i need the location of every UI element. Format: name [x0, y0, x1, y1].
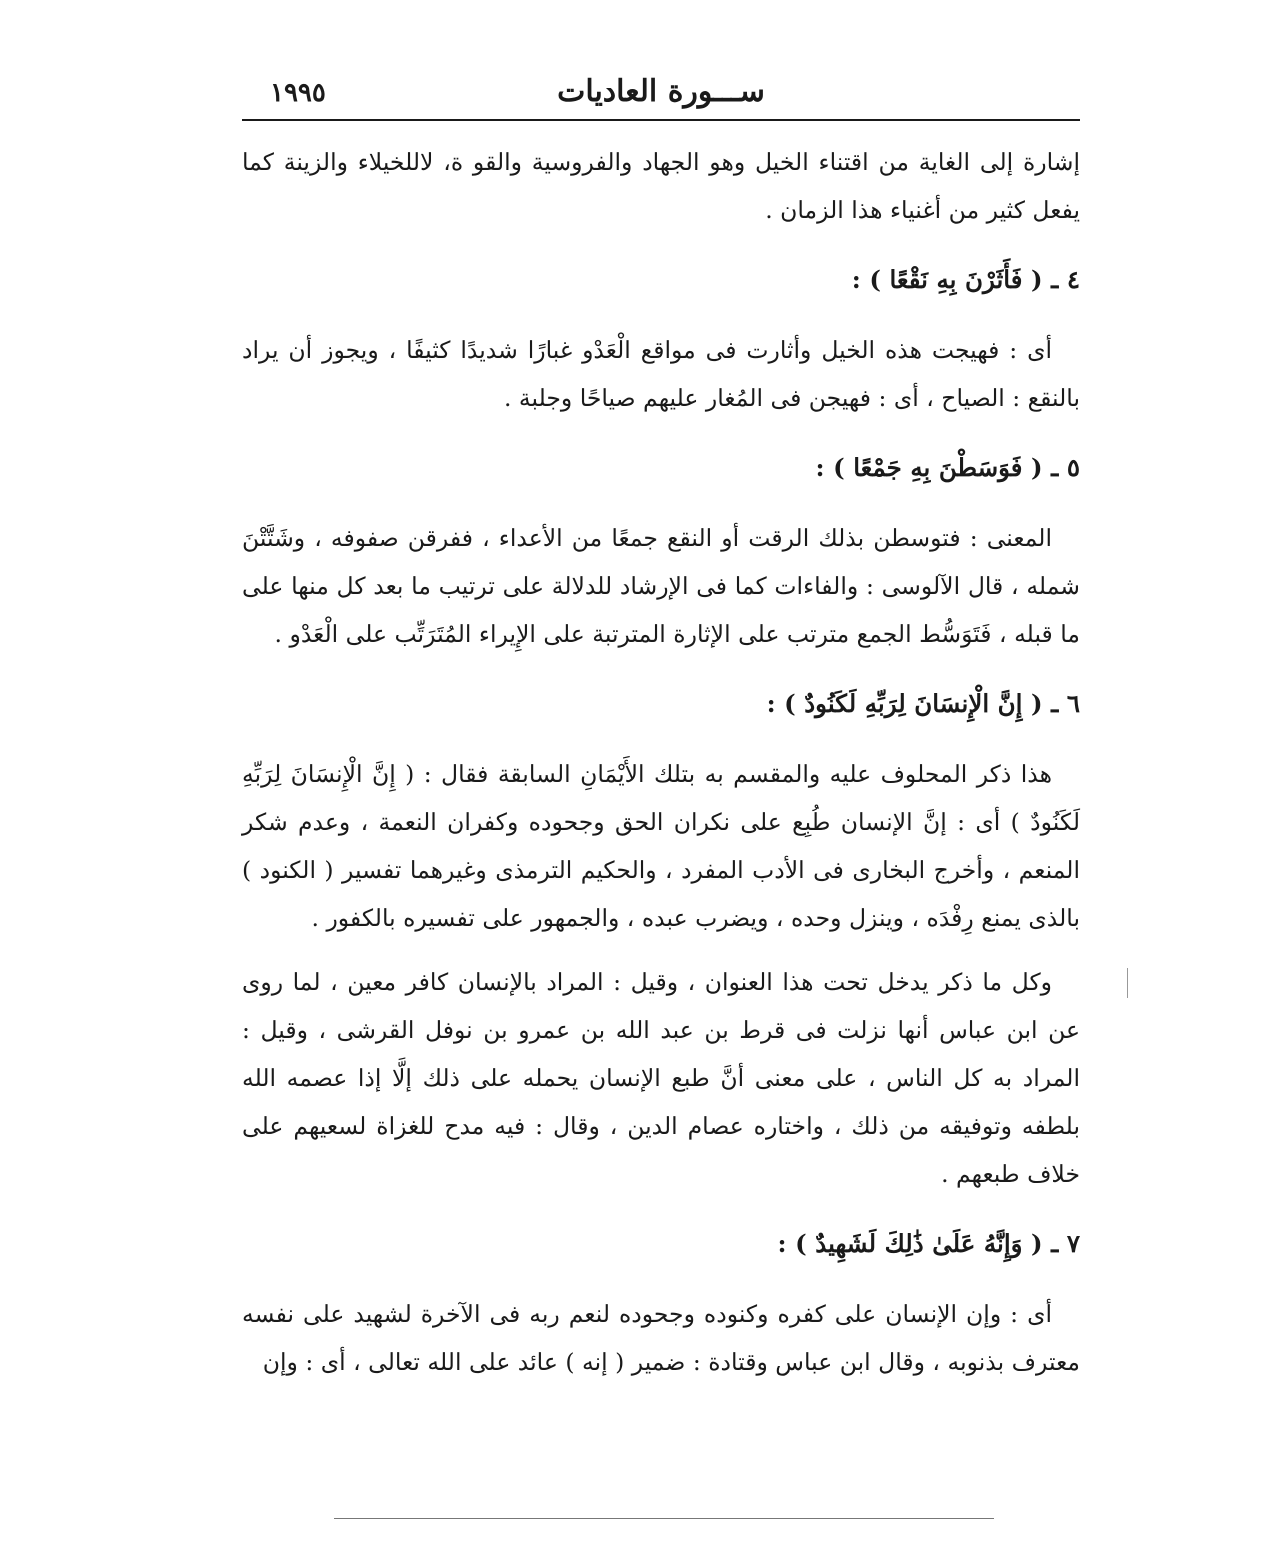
paragraph-verse-5: المعنى : فتوسطن بذلك الرقت أو النقع جمعًا من الأعداء ، ففرقن صفوفه ، وشَتَّتْنَ شمله ، قال الآلوسى : والفاءات كما فى الإرشاد للدلالة على ترتيب ما بعد كل منها على ما قبله ، فَتَوَسُّط الجمع مترتب على الإثارة المترتبة على الإِيراء المُتَرَتِّب على الْعَدْو . [242, 524, 1080, 648]
page-header [242, 74, 1080, 114]
verse-heading-7: ٧ ـ ( وَإِنَّهُ عَلَىٰ ذَٰلِكَ لَشَهِيدٌ ) : [777, 1229, 1080, 1258]
paragraph-intro: إشارة إلى الغاية من اقتناء الخيل وهو الجهاد والفروسية والقو ة، لاللخيلاء والزينة كما يفعل كثير من أغنياء هذا الزمان . [242, 148, 1080, 224]
margin-mark [1127, 968, 1128, 998]
header-divider [242, 119, 1080, 121]
paragraph-verse-6: هذا ذكر المحلوف عليه والمقسم به بتلك الأَيْمَانِ السابقة فقال : ( إِنَّ الْإِنسَانَ لِرَبِّهِ لَكَنُودٌ ) أى : إنَّ الإنسان طُبِع على نكران الحق وجحوده وكفران النعمة ، وعدم شكر المنعم ، وأخرج البخارى فى الأدب المفرد ، والحكيم الترمذى وغيرهما تفسير ( الكنود ) بالذى يمنع رِفْدَه ، وينزل وحده ، ويضرب عبده ، والجمهور على تفسيره بالكفور . [242, 760, 1080, 932]
paragraph-verse-7: أى : وإن الإنسان على كفره وكنوده وجحوده لنعم ربه فى الآخرة لشهيد على نفسه معترف بذنوبه ، وقال ابن عباس وقتادة : ضمير ( إنه ) عائد على الله تعالى ، أى : وإن [242, 1300, 1080, 1376]
page-number: ١٩٩٥ [270, 78, 326, 108]
paragraph-verse-4: أى : فهيجت هذه الخيل وأثارت فى مواقع الْعَدْو غبارًا شديدًا كثيفًا ، ويجوز أن يراد بالنقع : الصياح ، أى : فهيجن فى المُغار عليهم صياحًا وجلبة . [242, 336, 1080, 412]
page-body [242, 138, 1080, 1386]
paragraph-verse-6-cont: وكل ما ذكر يدخل تحت هذا العنوان ، وقيل : المراد بالإنسان كافر معين ، لما روى عن ابن عباس أنها نزلت فى قرط بن عبد الله بن عمرو بن نوفل القرشى ، وقيل : المراد به كل الناس ، على معنى أنَّ طبع الإنسان يحمله على ذلك إلَّا إذا عصمه الله بلطفه وتوفيقه من ذلك ، واختاره عصام الدين ، وقال : فيه مدح للغزاة لسعيهم على خلاف طبعهم . [242, 968, 1080, 1188]
verse-heading-6: ٦ ـ ( إِنَّ الْإِنسَانَ لِرَبِّهِ لَكَنُودٌ ) : [766, 689, 1080, 718]
verse-heading-5: ٥ ـ ( فَوَسَطْنَ بِهِ جَمْعًا ) : [815, 453, 1080, 482]
verse-heading-4: ٤ ـ ( فَأَثَرْنَ بِهِ نَقْعًا ) : [851, 265, 1080, 294]
surah-title: ســـورة العاديات [557, 74, 765, 109]
footer-divider [334, 1518, 994, 1519]
